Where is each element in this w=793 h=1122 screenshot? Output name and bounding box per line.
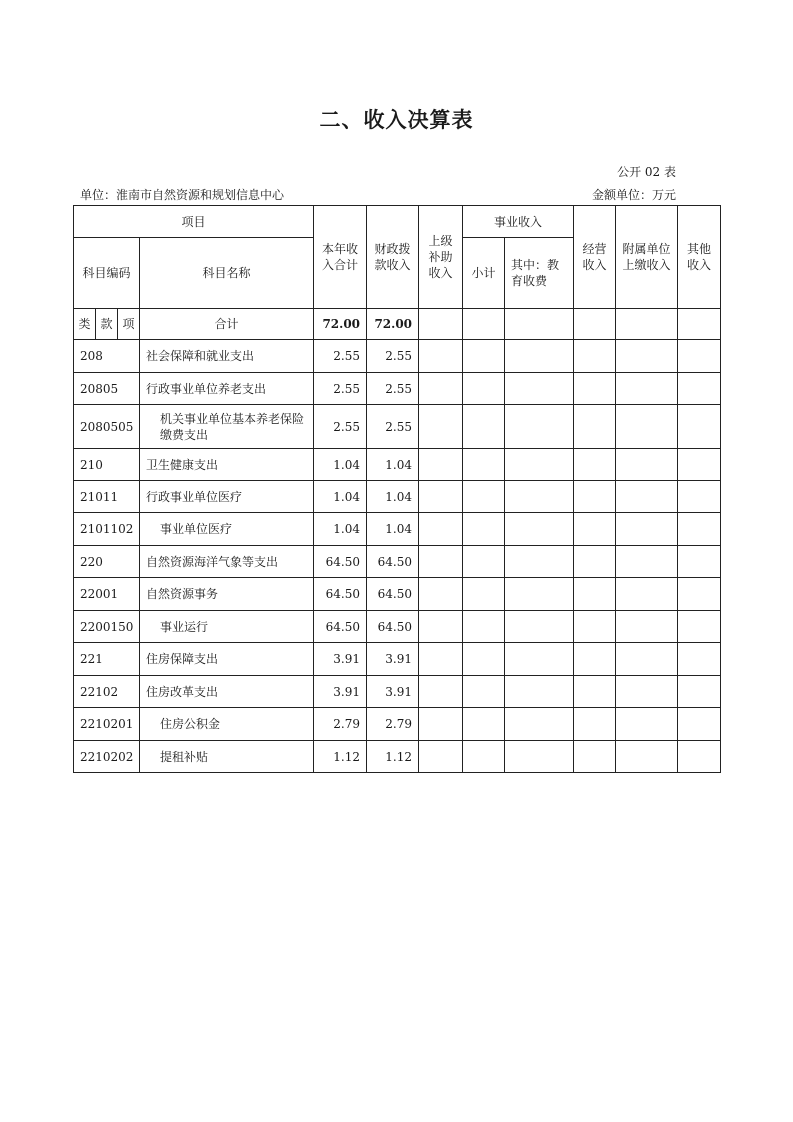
row-total: 1.04 — [314, 513, 367, 546]
row-total: 2.79 — [314, 708, 367, 741]
row-fiscal: 1.12 — [367, 741, 419, 773]
row-fiscal: 2.55 — [367, 373, 419, 405]
row-name: 事业单位医疗 — [140, 513, 314, 546]
row-code: 210 — [74, 449, 140, 481]
total-row-fiscal: 72.00 — [367, 309, 419, 340]
table-row — [74, 708, 721, 741]
row-name: 自然资源事务 — [140, 578, 314, 611]
table-row — [74, 741, 721, 773]
row-name: 事业运行 — [140, 611, 314, 643]
header-affiliated-income: 附属单位上缴收入 — [616, 206, 678, 309]
row-code: 221 — [74, 643, 140, 676]
row-fiscal: 64.50 — [367, 611, 419, 643]
header-item: 项目 — [74, 206, 314, 238]
row-name: 机关事业单位基本养老保险缴费支出 — [140, 405, 314, 449]
row-fiscal: 64.50 — [367, 578, 419, 611]
table-row — [74, 481, 721, 513]
row-fiscal: 2.79 — [367, 708, 419, 741]
row-fiscal: 1.04 — [367, 513, 419, 546]
row-name: 住房公积金 — [140, 708, 314, 741]
row-total: 64.50 — [314, 546, 367, 578]
row-code: 2210202 — [74, 741, 140, 773]
row-code: 208 — [74, 340, 140, 373]
header-kuan: 款 — [96, 309, 118, 340]
income-table — [73, 205, 721, 773]
row-name: 行政事业单位养老支出 — [140, 373, 314, 405]
table-row — [74, 546, 721, 578]
row-fiscal: 3.91 — [367, 676, 419, 708]
row-code: 22001 — [74, 578, 140, 611]
row-name: 住房保障支出 — [140, 643, 314, 676]
row-code: 2101102 — [74, 513, 140, 546]
header-subject-code: 科目编码 — [74, 238, 140, 309]
row-fiscal: 2.55 — [367, 340, 419, 373]
amount-unit: 金额单位：万元 — [591, 188, 676, 202]
row-code: 22102 — [74, 676, 140, 708]
row-name: 自然资源海洋气象等支出 — [140, 546, 314, 578]
row-name: 提租补贴 — [140, 741, 314, 773]
row-code: 2200150 — [74, 611, 140, 643]
row-total: 64.50 — [314, 578, 367, 611]
header-subtotal: 小计 — [463, 238, 505, 309]
row-code: 21011 — [74, 481, 140, 513]
table-row — [74, 340, 721, 373]
row-total: 1.04 — [314, 481, 367, 513]
table-row — [74, 643, 721, 676]
row-total: 2.55 — [314, 373, 367, 405]
row-total: 2.55 — [314, 405, 367, 449]
row-fiscal: 1.04 — [367, 449, 419, 481]
header-superior-subsidy: 上级补助收入 — [419, 206, 463, 309]
row-code: 2210201 — [74, 708, 140, 741]
header-education-fee: 其中：教育收费 — [505, 238, 574, 309]
row-code: 20805 — [74, 373, 140, 405]
table-row — [74, 373, 721, 405]
total-row-label: 合计 — [140, 309, 314, 340]
row-total: 1.12 — [314, 741, 367, 773]
row-name: 行政事业单位医疗 — [140, 481, 314, 513]
row-fiscal: 64.50 — [367, 546, 419, 578]
table-row — [74, 405, 721, 449]
row-total: 1.04 — [314, 449, 367, 481]
form-number: 公开 02 表 — [617, 165, 676, 179]
table-row — [74, 578, 721, 611]
row-name: 社会保障和就业支出 — [140, 340, 314, 373]
row-total: 64.50 — [314, 611, 367, 643]
row-name: 住房改革支出 — [140, 676, 314, 708]
header-business-income: 事业收入 — [463, 206, 574, 238]
header-subject-name: 科目名称 — [140, 238, 314, 309]
row-fiscal: 3.91 — [367, 643, 419, 676]
row-code: 220 — [74, 546, 140, 578]
header-xiang: 项 — [118, 309, 140, 340]
row-total: 3.91 — [314, 643, 367, 676]
header-fiscal: 财政拨款收入 — [367, 206, 419, 309]
row-total: 2.55 — [314, 340, 367, 373]
header-operating-income: 经营收入 — [574, 206, 616, 309]
table-row — [74, 611, 721, 643]
row-fiscal: 1.04 — [367, 481, 419, 513]
header-other-income: 其他收入 — [678, 206, 721, 309]
header-total-income: 本年收入合计 — [314, 206, 367, 309]
total-row-total: 72.00 — [314, 309, 367, 340]
page-title: 二、收入决算表 — [319, 108, 474, 132]
row-total: 3.91 — [314, 676, 367, 708]
unit-label: 单位：淮南市自然资源和规划信息中心 — [80, 188, 285, 202]
row-code: 2080505 — [74, 405, 140, 449]
table-row — [74, 513, 721, 546]
table-row — [74, 449, 721, 481]
row-fiscal: 2.55 — [367, 405, 419, 449]
row-name: 卫生健康支出 — [140, 449, 314, 481]
header-lei: 类 — [74, 309, 96, 340]
table-row — [74, 676, 721, 708]
